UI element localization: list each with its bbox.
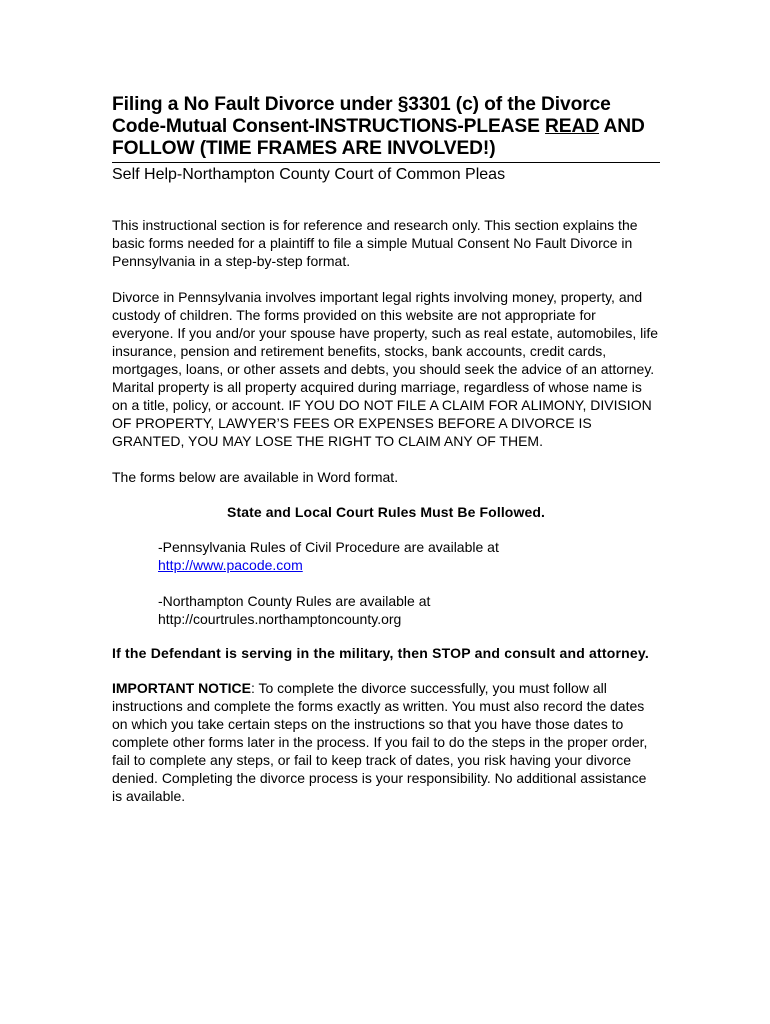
county-rules-block — [158, 592, 660, 628]
intro-paragraph: This instructional section is for reference and research only. This section explains the basic forms needed for a plaintiff to file a simple Mutual Consent No Fault Divorce in Pennsylvania in a step-by-step format. — [112, 217, 638, 269]
court-rules-heading: State and Local Court Rules Must Be Followed. — [227, 504, 545, 520]
title-part-1: Filing a No Fault Divorce under §3301 (c) of the Divorce Code-Mutual Consent-INSTRUCTIONS-PLEASE — [112, 94, 611, 137]
county-rules-text: -Northampton County Rules are available at — [158, 593, 431, 609]
forms-format-paragraph: The forms below are available in Word format. — [112, 469, 399, 485]
legal-rights-paragraph: Divorce in Pennsylvania involves important legal rights involving money, property, and custody of children. The forms provided on this website are not appropriate for everyone. If you and/or your spouse have property, such as real estate, automobiles, life insurance, pension and retirement benefits, stocks, bank accounts, credit cards, mortgages, loans, or other assets and debts, you should seek the advice of an attorney. Marital property is all property acquired during marriage, regardless of whose name is on a title, policy, or account. IF YOU DO NOT FILE A CLAIM FOR ALIMONY, DIVISION OF PROPERTY, LAWYER’S FEES OR EXPENSES BEFORE A DIVORCE IS GRANTED, YOU MAY LOSE THE RIGHT TO CLAIM ANY OF THEM. — [112, 289, 659, 449]
military-warning: If the Defendant is serving in the military, then STOP and consult and attorney. — [112, 645, 649, 661]
pacode-link[interactable]: http://www.pacode.com — [158, 557, 303, 573]
important-notice — [112, 679, 660, 805]
county-rules-url: http://courtrules.northamptoncounty.org — [158, 611, 402, 627]
pa-rules-text: -Pennsylvania Rules of Civil Procedure are available at — [158, 539, 499, 555]
title-part-2: AND FOLLOW (TIME FRAMES ARE INVOLVED!) — [112, 116, 645, 159]
document-title — [112, 94, 660, 163]
document-subtitle: Self Help-Northampton County Court of Common Pleas — [112, 166, 506, 183]
important-notice-label: IMPORTANT NOTICE — [112, 680, 251, 696]
document-page — [112, 94, 660, 805]
important-notice-text: : To complete the divorce successfully, you must follow all instructions and complete the forms exactly as written. You must also record the dates on which you take certain steps on the instructions so that you have those dates to complete other forms later in the process. If you fail to do the steps in the proper order, fail to complete any steps, or fail to keep track of dates, you risk having your divorce denied. Completing the divorce process is your responsibility. No additional assistance is available. — [112, 680, 648, 804]
pa-rules-block — [158, 538, 660, 574]
title-read-underlined: READ — [545, 116, 600, 137]
